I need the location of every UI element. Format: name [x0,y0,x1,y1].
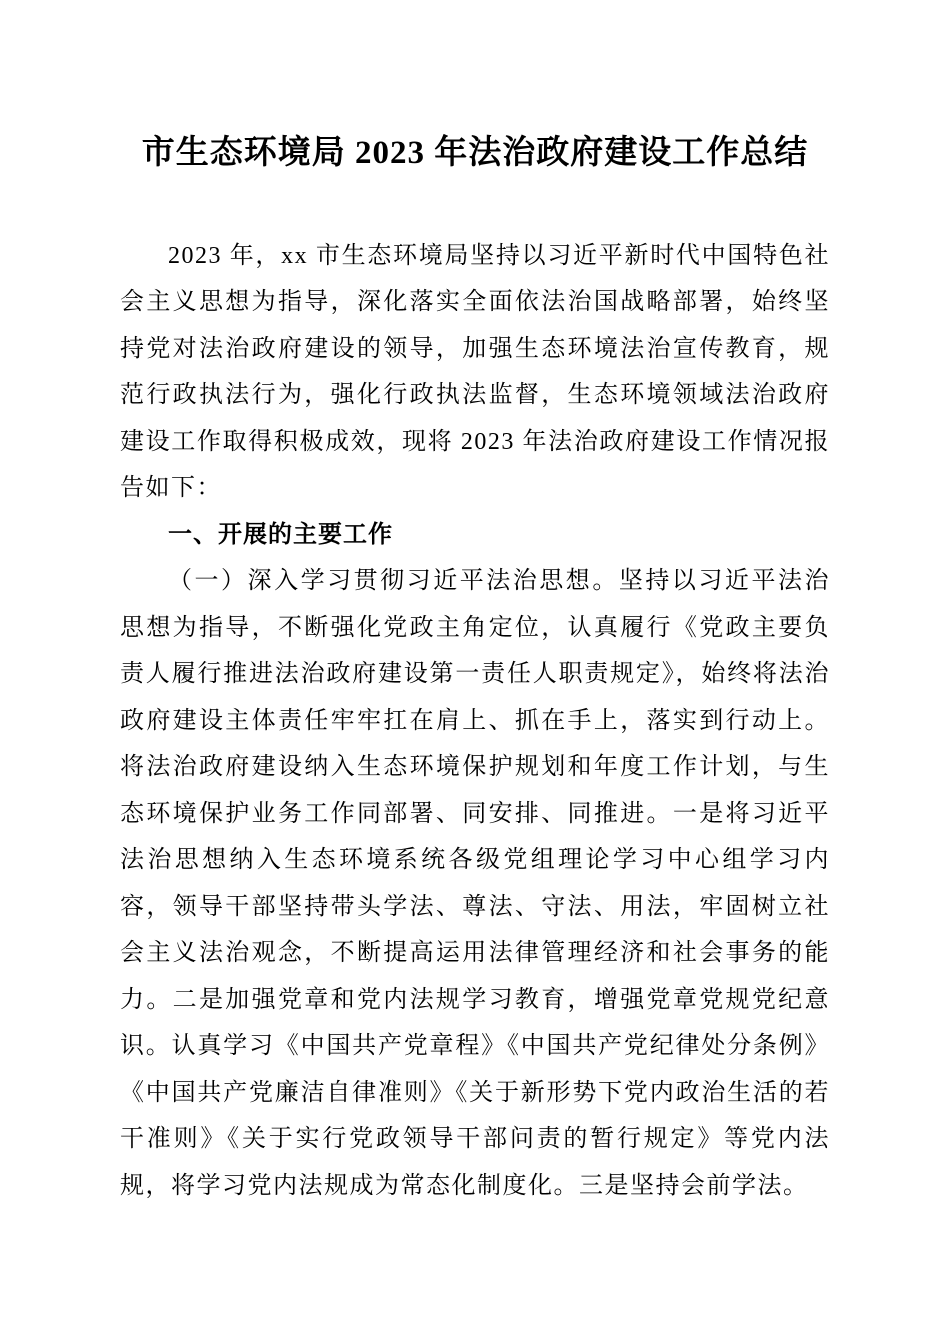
section-heading-main-work: 一、开展的主要工作 [168,520,393,548]
paragraph-section-one: （一）深入学习贯彻习近平法治思想。坚持以习近平法治思想为指导，不断强化党政主角定位，认真履行《党政主要负责人履行推进法治政府建设第一责任人职责规定》，始终将法治政府建设主体责任牢牢扛在肩上、抓在手上，落实到行动上。将法治政府建设纳入生态环境保护规划和年度工作计划，与生态环境保护业务工作同部署、同安排、同推进。一是将习近平法治思想纳入生态环境系统各级党组理论学习中心组学习内容，领导干部坚持带头学法、尊法、守法、用法，牢固树立社会主义法治观念，不断提高运用法律管理经济和社会事务的能力。二是加强党章和党内法规学习教育，增强党章党规党纪意识。认真学习《中国共产党章程》《中国共产党纪律处分条例》《中国共产党廉洁自律准则》《关于新形势下党内政治生活的若干准则》《关于实行党政领导干部问责的暂行规定》等党内法规，将学习党内法规成为常态化制度化。三是坚持会前学法。 [120,568,830,1199]
document-title: 市生态环境局 2023 年法治政府建设工作总结 [141,135,809,171]
paragraph-intro: 2023 年，xx 市生态环境局坚持以习近平新时代中国特色社会主义思想为指导，深化落实全面依法治国战略部署，始终坚持党对法治政府建设的领导，加强生态环境法治宣传教育，规范行政执法行为，强化行政执法监督，生态环境领域法治政府建设工作取得积极成效，现将 2023 年法治政府建设工作情况报告如下： [120,242,830,502]
